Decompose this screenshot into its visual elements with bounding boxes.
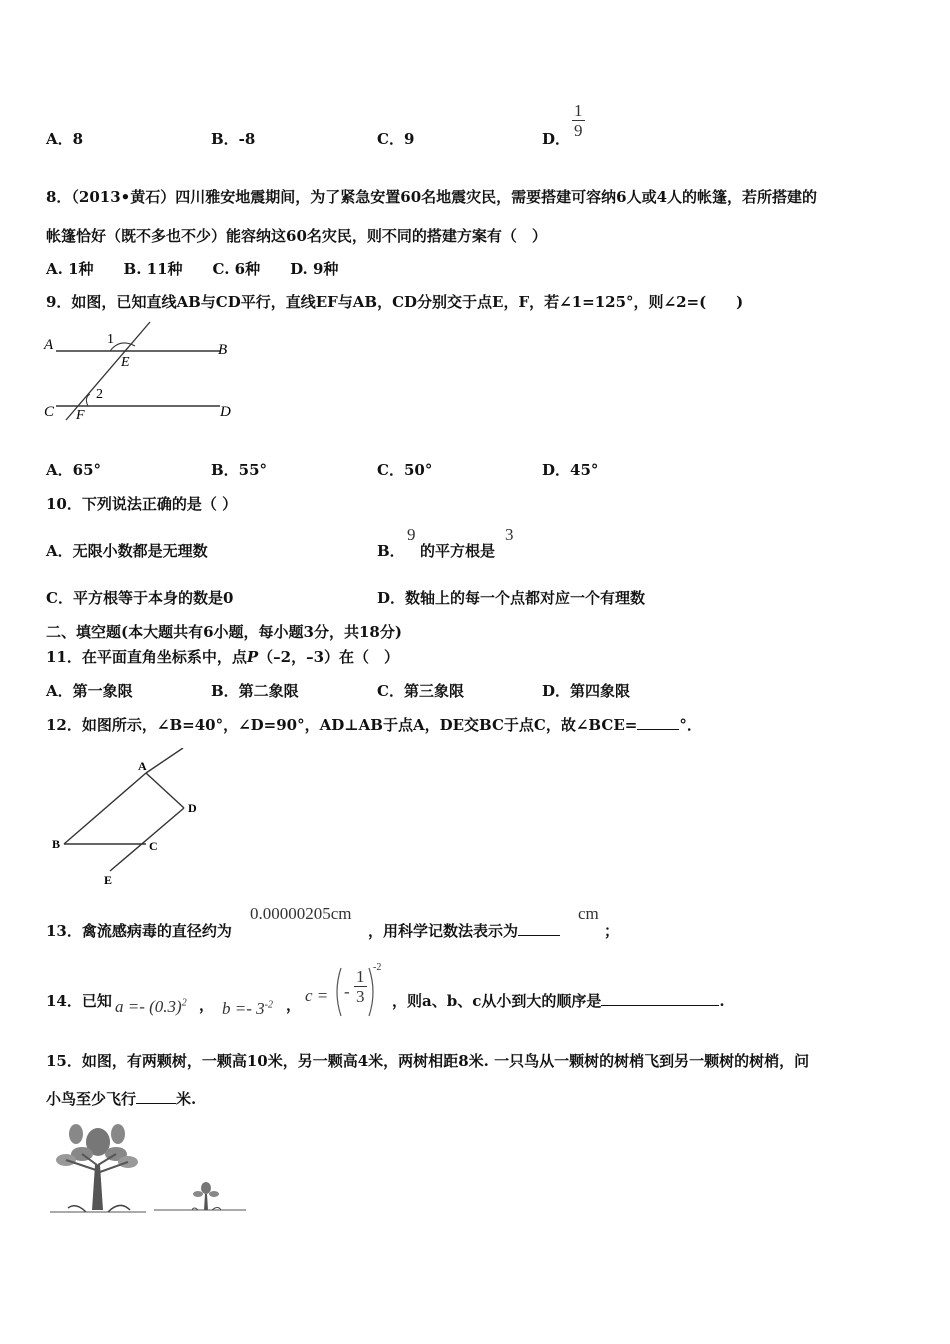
- q10-option-b-text: 的平方根是: [420, 542, 496, 560]
- q14-stem-post: [392, 990, 725, 1011]
- q9-label-c: C: [44, 404, 55, 420]
- q9-option-c: C．50°: [377, 461, 433, 479]
- q11-option-d: D．第四象限: [542, 682, 631, 700]
- q7-option-d-label: D．: [542, 130, 571, 148]
- q13-mid-text: ，用科学记数法表示为: [368, 922, 519, 940]
- q14-b-exponent: -2: [264, 999, 273, 1011]
- q10-option-a: A．无限小数都是无理数: [46, 542, 208, 560]
- q15-stem-line1: 15．如图，有两颗树，一颗高10米，另一颗高4米，两树相距8米. 一只鸟从一颗树的树梢飞到另一颗树的树梢，问: [46, 1052, 810, 1070]
- q10-option-d: D．数轴上的每一个点都对应一个有理数: [377, 589, 646, 607]
- q10-option-b: [377, 540, 405, 561]
- short-tree-icon: [192, 1182, 221, 1210]
- q7-option-c: C．9: [377, 130, 415, 148]
- q14-separator-1: ，: [199, 996, 215, 1014]
- q9-option-d: D．45°: [542, 461, 599, 479]
- q13-stem-mid: [368, 920, 560, 941]
- q7-d-denominator: 9: [574, 121, 583, 140]
- q9-label-e: E: [121, 355, 130, 370]
- q14-post-text: ，则a、b、c从小到大的顺序是: [392, 992, 602, 1010]
- q12-label-a: A: [138, 759, 147, 773]
- q15-line2-pre: 小鸟至少飞行: [46, 1090, 137, 1108]
- q14-c-minus: -: [344, 982, 350, 1001]
- q10-option-b-label: B．: [377, 542, 405, 560]
- section-2-heading: 二、填空题(本大题共有6小题，每小题3分，共18分): [46, 623, 402, 641]
- q8-stem-line1: 8．（2013•黄石）四川雅安地震期间，为了紧急安置60名地震灾民，需要搭建可容纳6人或4人的帐篷，若所搭建的: [46, 188, 818, 206]
- q14-a-expression: [115, 997, 187, 1017]
- q11-option-c: C．第三象限: [377, 682, 464, 700]
- q10-option-c: C．平方根等于本身的数是0: [46, 589, 234, 607]
- q9-stem: 9．如图，已知直线AB与CD平行，直线EF与AB，CD分别交于点E，F，若∠1=125°，则∠2=( ): [46, 293, 744, 311]
- q9-label-b: B: [218, 342, 228, 358]
- q7-d-numerator: 1: [574, 101, 583, 120]
- q13-value: 0.00000205cm: [250, 904, 352, 923]
- q10-option-b-nine: 9: [407, 525, 416, 544]
- q15-trees-figure: [46, 1120, 256, 1220]
- q14-a-text: a =- (0.3): [115, 997, 182, 1016]
- q14-c-numerator: 1: [356, 967, 365, 986]
- q7-option-d-fraction: [572, 101, 585, 139]
- q12-stem-pre: 12．如图所示，∠B=40°，∠D=90°，AD⊥AB于点A，DE交BC于点C，故∠BCE=: [46, 716, 638, 734]
- q14-c-denominator: 3: [356, 987, 365, 1006]
- q8-stem-line2: 帐篷恰好（既不多也不少）能容纳这60名灾民，则不同的搭建方案有（ ）: [46, 227, 547, 245]
- q9-option-b: B．55°: [211, 461, 268, 479]
- q12-label-c: C: [149, 839, 158, 853]
- q11-stem: [46, 646, 399, 667]
- q10-option-b-three: 3: [505, 525, 514, 544]
- q9-parallel-lines-figure: [40, 318, 240, 428]
- q8-options: A. 1种 B. 11种 C. 6种 D. 9种: [46, 260, 339, 278]
- q11-option-a: A．第一象限: [46, 682, 133, 700]
- q9-label-d: D: [220, 404, 231, 420]
- q12-answer-blank[interactable]: [637, 729, 679, 730]
- tall-tree-icon: [56, 1124, 138, 1212]
- q12-label-e: E: [104, 873, 113, 887]
- q9-angle-2-label: 2: [96, 387, 103, 402]
- line-ba: [64, 773, 146, 844]
- q10-stem: 10．下列说法正确的是（ ）: [46, 495, 238, 513]
- q11-stem-post: （–2，–3）在（ ）: [258, 648, 400, 666]
- q14-answer-blank[interactable]: [601, 1005, 719, 1006]
- q9-label-a: A: [44, 337, 54, 353]
- q14-separator-2: ，: [286, 996, 302, 1014]
- line-a-extension: [146, 748, 183, 773]
- q11-option-b: B．第二象限: [211, 682, 299, 700]
- q15-line2-post: 米.: [176, 1090, 197, 1108]
- q15-stem-line2: [46, 1088, 196, 1109]
- line-ad: [146, 773, 184, 808]
- q9-option-a: A．65°: [46, 461, 102, 479]
- q13-answer-blank[interactable]: [518, 935, 560, 936]
- q14-c-lhs: c =: [305, 986, 329, 1005]
- q14-b-expression: [222, 999, 273, 1019]
- q7-option-a: A．8: [46, 130, 84, 148]
- q14-a-exponent: 2: [181, 997, 187, 1009]
- q12-label-d: D: [188, 801, 197, 815]
- q14-end: .: [719, 992, 725, 1010]
- q13-stem-post: ；: [604, 922, 620, 940]
- q12-stem: [46, 714, 702, 735]
- q11-stem-pre: 11．在平面直角坐标系中，点: [46, 648, 247, 666]
- q12-triangle-figure: [46, 748, 216, 893]
- q13-unit: cm: [578, 904, 599, 923]
- line-de: [110, 808, 184, 871]
- q7-option-d: [542, 128, 570, 149]
- q14-b-text: b =- 3: [222, 999, 265, 1018]
- q7-option-b: B．-8: [211, 130, 256, 148]
- q14-c-bracket-group: [333, 964, 385, 1020]
- q13-stem-pre: 13．禽流感病毒的直径约为: [46, 922, 232, 940]
- q9-label-f: F: [76, 408, 85, 423]
- q14-stem-pre: 14．已知: [46, 992, 112, 1010]
- q12-label-b: B: [52, 837, 61, 851]
- q15-answer-blank[interactable]: [136, 1103, 176, 1104]
- q11-point: P: [246, 648, 259, 666]
- q9-angle-1-label: 1: [107, 332, 114, 347]
- q14-c-exponent: -2: [373, 962, 382, 973]
- q14-c-fraction: [354, 968, 367, 1005]
- q12-stem-post: °．: [679, 716, 702, 734]
